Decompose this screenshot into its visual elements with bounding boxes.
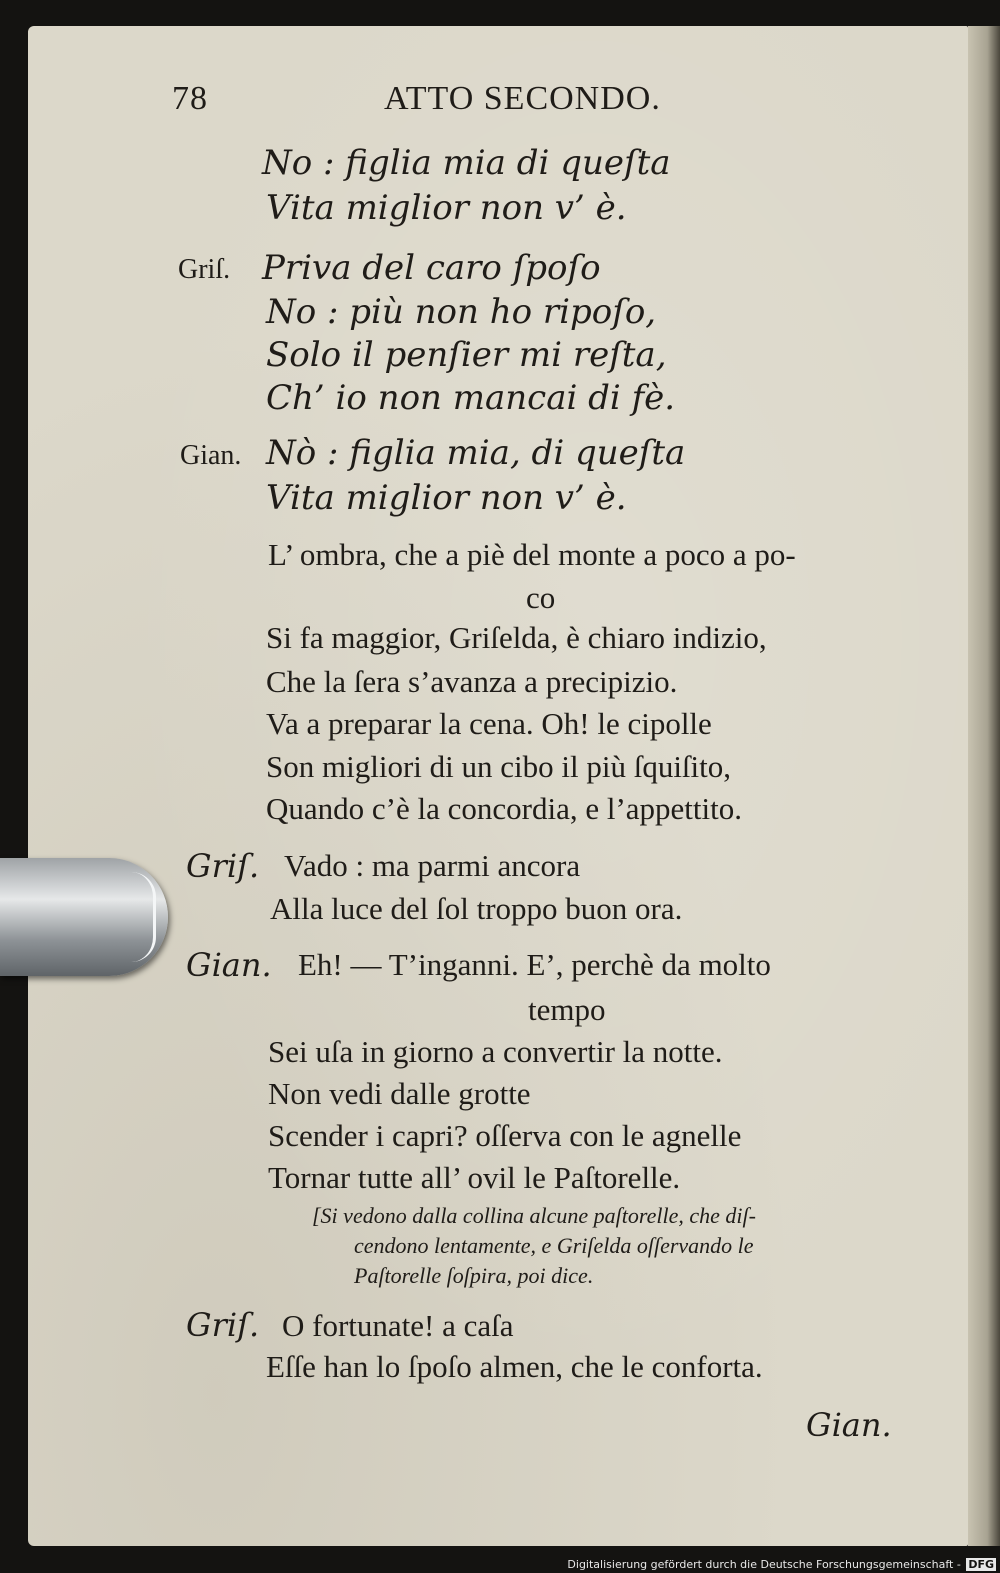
footer-credit — [567, 1558, 996, 1571]
verse-line: No : più non ho ripoſo, — [266, 292, 657, 332]
speaker-label: Gian. — [186, 946, 272, 984]
verse-line: Scender i capri? oſſerva con le agnelle — [268, 1118, 742, 1153]
stage-direction-line: Paſtorelle ſoſpira, poi dice. — [354, 1263, 594, 1288]
speaker-label: Gian. — [180, 440, 242, 471]
footer-text: Digitalisierung gefördert durch die Deutsche Forschungsgemeinschaft - — [567, 1558, 961, 1571]
verse-line: Si fa maggior, Griſelda, è chiaro indizio, — [266, 620, 767, 655]
verse-line: Va a preparar la cena. Oh! le cipolle — [266, 706, 712, 741]
verse-line: Priva del caro ſpoſo — [262, 248, 601, 288]
verse-line: Ch’ io non mancai di fè. — [266, 378, 676, 418]
running-title: ATTO SECONDO. — [384, 80, 661, 117]
verse-line: L’ ombra, che a piè del monte a poco a po- — [268, 537, 796, 572]
speaker-label: Griſ. — [186, 1306, 260, 1344]
page-number: 78 — [172, 80, 208, 117]
verse-line: Son migliori di un cibo il più ſquiſito, — [266, 749, 732, 784]
speaker-label: Griſ. — [178, 254, 231, 285]
verse-line: Solo il penſier mi reſta, — [266, 335, 667, 375]
stage-direction-line: cendono lentamente, e Griſelda oſſervando le — [354, 1233, 754, 1258]
verse-line-continuation: tempo — [528, 992, 606, 1027]
verse-line: Nò : figlia mia, di queſta — [266, 433, 686, 473]
verse-line: Vita miglior non v’ è. — [266, 478, 627, 518]
verse-line: Vita miglior non v’ è. — [266, 188, 627, 228]
verse-line: Eſſe han lo ſpoſo almen, che le conforta. — [266, 1349, 763, 1384]
dfg-logo: DFG — [968, 1558, 994, 1571]
verse-line: Vado : ma parmi ancora — [284, 848, 581, 883]
stage-direction-line: [Si vedono dalla collina alcune paſtorelle, che diſ- — [312, 1203, 756, 1228]
verse-line: No : figlia mia di queſta — [262, 143, 671, 183]
verse-line: Quando c’è la concordia, e l’appettito. — [266, 791, 742, 826]
metal-page-clip — [0, 858, 168, 976]
verse-line: Non vedi dalle grotte — [268, 1076, 531, 1111]
catchword: Gian. — [806, 1406, 892, 1444]
verse-line: O fortunate! a caſa — [282, 1308, 514, 1343]
speaker-label: Griſ. — [186, 847, 260, 885]
verse-line-continuation: co — [526, 580, 556, 615]
next-page-edge — [968, 26, 1000, 1546]
verse-line: Che la ſera s’avanza a precipizio. — [266, 664, 678, 699]
verse-line: Tornar tutte all’ ovil le Paſtorelle. — [268, 1160, 681, 1195]
verse-line: Alla luce del ſol troppo buon ora. — [270, 891, 683, 926]
verse-line: Sei uſa in giorno a convertir la notte. — [268, 1034, 723, 1069]
verse-line: Eh! — T’inganni. E’, perchè da molto — [298, 947, 771, 982]
